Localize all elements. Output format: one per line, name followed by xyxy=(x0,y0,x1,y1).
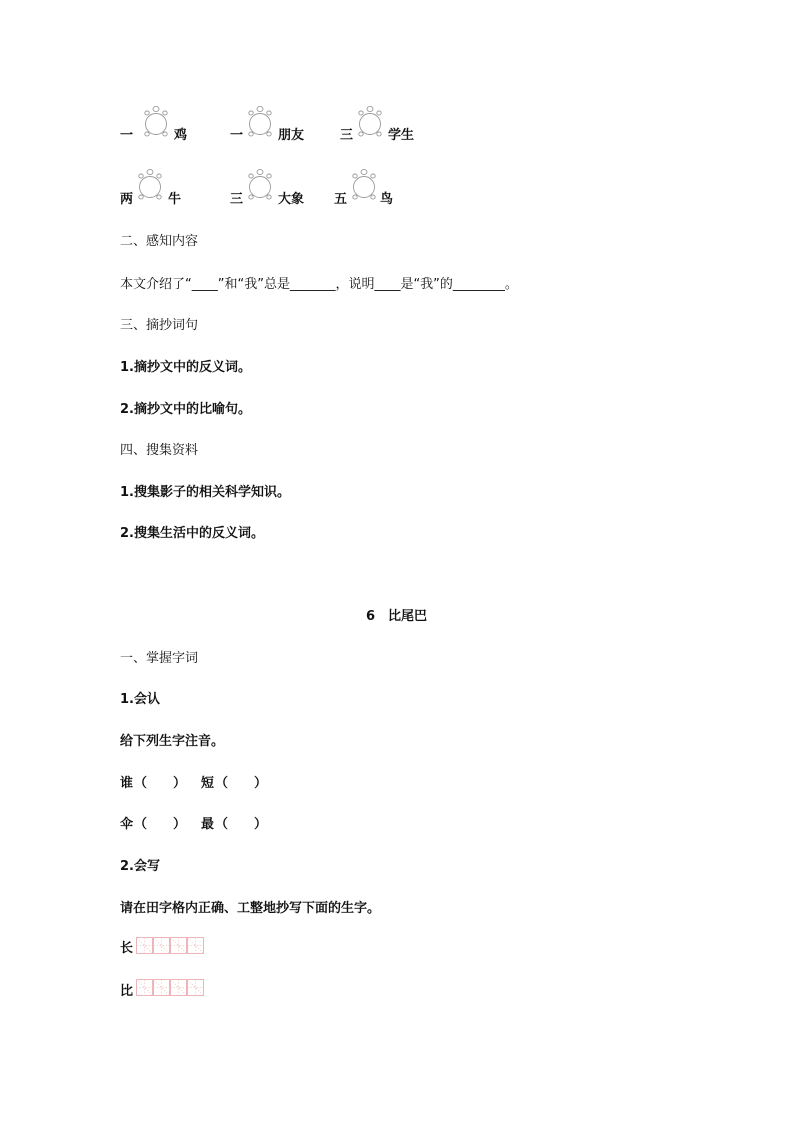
turtle-blank-icon[interactable] xyxy=(246,105,274,139)
collect-shadow-science: 1.搜集影子的相关科学知识。 xyxy=(120,485,290,500)
collect-antonyms: 2.搜集生活中的反义词。 xyxy=(120,526,264,541)
sub-heading-recognize: 1.会认 xyxy=(120,692,160,707)
turtle-blank-icon[interactable] xyxy=(356,105,384,139)
noun-word: 朋友 xyxy=(278,128,305,143)
noun-word: 牛 xyxy=(168,192,182,207)
section-heading-perceive: 二、感知内容 xyxy=(120,234,199,249)
pinyin-char: 伞 xyxy=(120,817,134,832)
tianzige-row-bi xyxy=(136,979,204,996)
measure-word: 三 xyxy=(230,192,244,207)
measure-word: 三 xyxy=(340,128,354,143)
measure-word: 两 xyxy=(120,192,134,207)
sub-heading-write: 2.会写 xyxy=(120,859,160,874)
pinyin-char: 短 xyxy=(201,776,215,791)
tianzige-cell[interactable] xyxy=(170,937,187,954)
tianzige-cell[interactable] xyxy=(187,937,204,954)
section-heading-excerpt: 三、摘抄词句 xyxy=(120,318,199,333)
tianzige-cell[interactable] xyxy=(187,979,204,996)
instruction-copy: 请在田字格内正确、工整地抄写下面的生字。 xyxy=(120,901,381,916)
excerpt-metaphor: 2.摘抄文中的比喻句。 xyxy=(120,402,251,417)
tianzige-cell[interactable] xyxy=(153,979,170,996)
turtle-blank-icon[interactable] xyxy=(246,168,274,202)
measure-word: 五 xyxy=(334,192,348,207)
tianzige-cell[interactable] xyxy=(153,937,170,954)
turtle-blank-icon[interactable] xyxy=(350,168,378,202)
measure-word: 一 xyxy=(230,128,244,143)
noun-word: 大象 xyxy=(278,192,305,207)
lesson-title: 6 比尾巴 xyxy=(366,609,428,624)
section-heading-collect: 四、搜集资料 xyxy=(120,443,199,458)
tianzige-cell[interactable] xyxy=(136,937,153,954)
turtle-blank-icon[interactable] xyxy=(142,105,170,139)
pinyin-char: 谁 xyxy=(120,776,134,791)
noun-word: 鸡 xyxy=(174,128,188,143)
write-char-bi: 比 xyxy=(120,984,134,999)
tianzige-cell[interactable] xyxy=(136,979,153,996)
noun-word: 鸟 xyxy=(380,192,394,207)
pinyin-blank[interactable]: （ ） xyxy=(134,817,187,832)
pinyin-char: 最 xyxy=(201,817,215,832)
tianzige-cell[interactable] xyxy=(170,979,187,996)
pinyin-blank[interactable]: （ ） xyxy=(134,776,187,791)
fill-in-sentence[interactable]: 本文介绍了“____”和“我”总是_______，说明____是“我”的________。 xyxy=(120,277,518,292)
turtle-blank-icon[interactable] xyxy=(136,168,164,202)
measure-word: 一 xyxy=(120,128,134,143)
excerpt-antonyms: 1.摘抄文中的反义词。 xyxy=(120,360,251,375)
instruction-pinyin: 给下列生字注音。 xyxy=(120,734,225,749)
write-char-chang: 长 xyxy=(120,941,134,956)
section-heading-master-words: 一、掌握字词 xyxy=(120,651,199,666)
pinyin-blank[interactable]: （ ） xyxy=(215,776,268,791)
pinyin-blank[interactable]: （ ） xyxy=(215,817,268,832)
tianzige-row-chang xyxy=(136,937,204,954)
noun-word: 学生 xyxy=(388,128,415,143)
